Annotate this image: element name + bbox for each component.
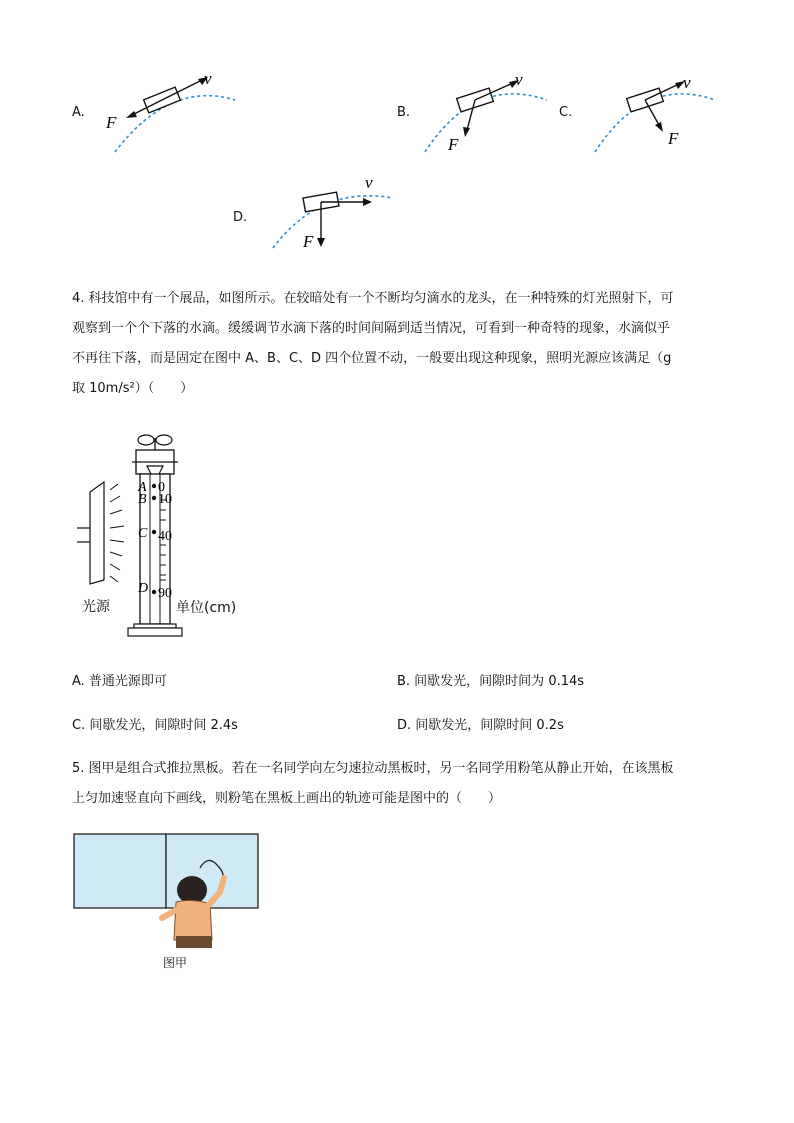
question-4-line: 不再往下落，而是固定在图中 A、B、C、D 四个位置不动，一般要出现这种现象，照明光源应该满足（g bbox=[72, 351, 672, 366]
unit-label: 单位(cm) bbox=[176, 600, 237, 616]
q4-option-c[interactable]: C. 间歇发光，间隙时间 2.4s bbox=[72, 718, 238, 733]
mark-value-b: 10 bbox=[158, 492, 172, 507]
q4-option-a[interactable]: A. 普通光源即可 bbox=[72, 674, 167, 689]
question-5-line: 上匀加速竖直向下画线，则粉笔在黑板上画出的轨迹可能是图中的（ ） bbox=[72, 791, 502, 806]
mark-value-a: 0 bbox=[158, 480, 165, 495]
force-diagram-d bbox=[225, 170, 405, 255]
q3-option-d bbox=[225, 170, 405, 255]
f-label: F bbox=[668, 129, 679, 148]
question-4-text bbox=[72, 284, 722, 404]
f-label: F bbox=[303, 232, 314, 251]
mark-letter-d: D bbox=[138, 581, 149, 596]
force-diagram-c bbox=[555, 60, 730, 160]
v-label: v bbox=[515, 70, 523, 89]
mark-letter-b: B bbox=[138, 492, 147, 507]
question-5-text bbox=[72, 754, 722, 814]
option-letter: C. bbox=[559, 105, 573, 120]
q3-option-c bbox=[555, 60, 730, 160]
q3-option-a bbox=[60, 60, 250, 160]
blackboard-figure bbox=[72, 832, 272, 952]
f-label: F bbox=[448, 135, 459, 154]
mark-letter-a: A bbox=[138, 480, 147, 495]
v-label: v bbox=[365, 173, 373, 192]
q3-option-b bbox=[385, 60, 555, 160]
question-4-line: 观察到一个个下落的水滴。缓缓调节水滴下落的时间间隔到适当情况，可看到一种奇特的现象，水滴似乎 bbox=[72, 321, 671, 336]
q4-option-b[interactable]: B. 间歇发光，间隙时间为 0.14s bbox=[397, 674, 585, 689]
q4-option-d[interactable]: D. 间歇发光，间隙时间 0.2s bbox=[397, 718, 564, 733]
figure-caption: 图甲 bbox=[163, 956, 188, 970]
question-4-line: 4. 科技馆中有一个展品，如图所示。在较暗处有一个不断均匀滴水的龙头，在一种特殊的灯光照射下，可 bbox=[72, 291, 674, 306]
mark-value-c: 40 bbox=[158, 529, 172, 544]
option-letter: A. bbox=[72, 105, 85, 120]
mark-letter-c: C bbox=[138, 526, 148, 541]
mark-value-d: 90 bbox=[158, 586, 172, 601]
f-label: F bbox=[106, 113, 117, 132]
question-5-line: 5. 图甲是组合式推拉黑板。若在一名同学向左匀速拉动黑板时，另一名同学用粉笔从静止开始，在该黑板 bbox=[72, 761, 674, 776]
force-diagram-b bbox=[385, 60, 555, 160]
v-label: v bbox=[683, 73, 691, 92]
option-letter: D. bbox=[233, 210, 248, 225]
v-label: v bbox=[204, 69, 212, 88]
light-source-label: 光源 bbox=[82, 599, 110, 615]
question-4-line: 取 10m/s²）（ ） bbox=[72, 381, 194, 396]
force-diagram-a bbox=[60, 60, 250, 160]
option-letter: B. bbox=[397, 105, 411, 120]
